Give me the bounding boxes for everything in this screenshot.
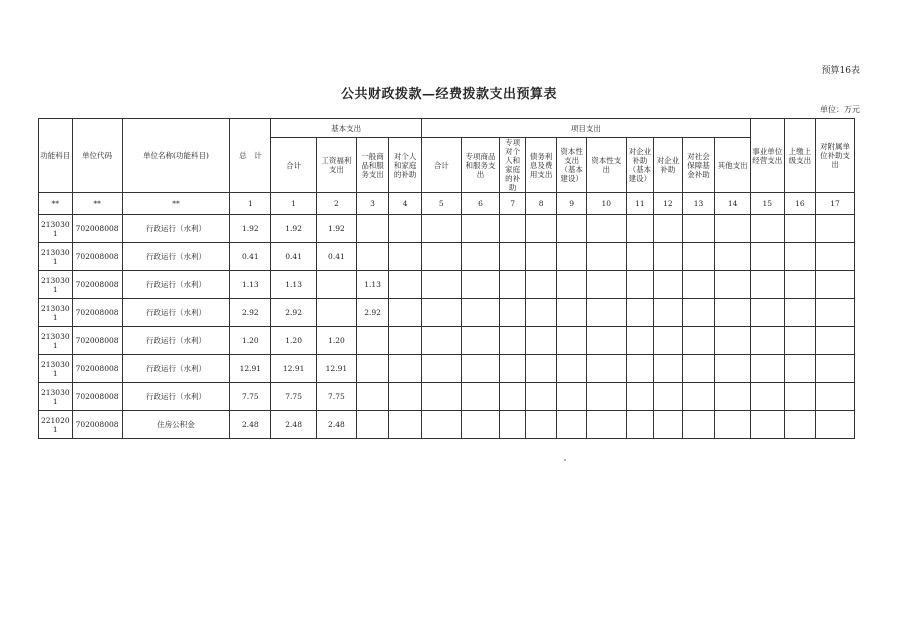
empty-cell bbox=[525, 299, 557, 327]
empty-cell bbox=[421, 383, 461, 411]
empty-cell bbox=[525, 383, 557, 411]
empty-cell bbox=[500, 355, 525, 383]
header-unit-code: 单位代码 bbox=[72, 119, 122, 193]
index-cell: 1 bbox=[230, 193, 271, 215]
empty-cell bbox=[461, 327, 500, 355]
header-project-1: 合计 bbox=[421, 138, 461, 193]
header-tail-3: 对附属单位补助支出 bbox=[816, 119, 855, 193]
empty-cell bbox=[750, 355, 784, 383]
empty-cell bbox=[586, 243, 626, 271]
personal-subsidy-cell bbox=[389, 327, 422, 355]
empty-cell bbox=[682, 327, 715, 355]
empty-cell bbox=[500, 243, 525, 271]
unit-code-cell: 702008008 bbox=[72, 299, 122, 327]
header-tail-1: 事业单位经营支出 bbox=[750, 119, 784, 193]
empty-cell bbox=[557, 243, 587, 271]
wages-cell bbox=[317, 271, 357, 299]
wages-cell: 2.48 bbox=[317, 411, 357, 439]
goods-services-cell bbox=[356, 355, 389, 383]
unit-code-cell: 702008008 bbox=[72, 383, 122, 411]
table-row bbox=[39, 271, 855, 299]
personal-subsidy-cell bbox=[389, 383, 422, 411]
unit-code-cell: 702008008 bbox=[72, 355, 122, 383]
index-cell: 6 bbox=[461, 193, 500, 215]
empty-cell bbox=[461, 383, 500, 411]
empty-cell bbox=[750, 271, 784, 299]
empty-cell bbox=[750, 243, 784, 271]
empty-cell bbox=[750, 383, 784, 411]
empty-cell bbox=[816, 299, 855, 327]
table-row bbox=[39, 411, 855, 439]
unit-label: 单位：万元 bbox=[820, 105, 860, 114]
personal-subsidy-cell bbox=[389, 243, 422, 271]
empty-cell bbox=[816, 215, 855, 243]
index-cell: 10 bbox=[586, 193, 626, 215]
empty-cell bbox=[500, 327, 525, 355]
table-row bbox=[39, 215, 855, 243]
empty-cell bbox=[816, 383, 855, 411]
empty-cell bbox=[586, 383, 626, 411]
total-cell: 0.41 bbox=[230, 243, 271, 271]
personal-subsidy-cell bbox=[389, 355, 422, 383]
index-row bbox=[39, 193, 855, 215]
empty-cell bbox=[654, 271, 683, 299]
empty-cell bbox=[500, 299, 525, 327]
header-unit-name: 单位名称(功能科目) bbox=[122, 119, 230, 193]
goods-services-cell bbox=[356, 411, 389, 439]
header-basic-4: 对个人和家庭的补助 bbox=[389, 138, 422, 193]
empty-cell bbox=[784, 383, 816, 411]
unit-name-cell: 行政运行（水利） bbox=[122, 383, 230, 411]
total-cell: 1.92 bbox=[230, 215, 271, 243]
total-cell: 2.92 bbox=[230, 299, 271, 327]
empty-cell bbox=[557, 411, 587, 439]
empty-cell bbox=[816, 355, 855, 383]
total-cell: 1.20 bbox=[230, 327, 271, 355]
empty-cell bbox=[816, 271, 855, 299]
index-cell: 7 bbox=[500, 193, 525, 215]
func-subject-cell: 2130301 bbox=[39, 215, 73, 243]
func-subject-cell: 2130301 bbox=[39, 299, 73, 327]
empty-cell bbox=[784, 271, 816, 299]
empty-cell bbox=[715, 383, 751, 411]
empty-cell bbox=[682, 271, 715, 299]
index-cell: ** bbox=[122, 193, 230, 215]
total-cell: 2.48 bbox=[230, 411, 271, 439]
unit-code-cell: 702008008 bbox=[72, 215, 122, 243]
header-basic-1: 合计 bbox=[271, 138, 317, 193]
func-subject-cell: 2130301 bbox=[39, 243, 73, 271]
func-subject-cell: 2130301 bbox=[39, 383, 73, 411]
empty-cell bbox=[784, 327, 816, 355]
empty-cell bbox=[682, 411, 715, 439]
basic-total-cell: 2.48 bbox=[271, 411, 317, 439]
empty-cell bbox=[715, 327, 751, 355]
empty-cell bbox=[421, 299, 461, 327]
unit-name-cell: 行政运行（水利） bbox=[122, 299, 230, 327]
empty-cell bbox=[461, 271, 500, 299]
empty-cell bbox=[586, 327, 626, 355]
empty-cell bbox=[421, 355, 461, 383]
empty-cell bbox=[421, 243, 461, 271]
empty-cell bbox=[816, 411, 855, 439]
empty-cell bbox=[654, 411, 683, 439]
table-row bbox=[39, 299, 855, 327]
header-project-2: 专项商品和服务支出 bbox=[461, 138, 500, 193]
basic-total-cell: 12.91 bbox=[271, 355, 317, 383]
empty-cell bbox=[461, 215, 500, 243]
wages-cell: 12.91 bbox=[317, 355, 357, 383]
index-cell: 3 bbox=[356, 193, 389, 215]
empty-cell bbox=[715, 299, 751, 327]
wages-cell: 7.75 bbox=[317, 383, 357, 411]
unit-code-cell: 702008008 bbox=[72, 271, 122, 299]
func-subject-cell: 2130301 bbox=[39, 271, 73, 299]
index-cell: 13 bbox=[682, 193, 715, 215]
empty-cell bbox=[626, 243, 654, 271]
empty-cell bbox=[682, 355, 715, 383]
basic-total-cell: 0.41 bbox=[271, 243, 317, 271]
index-cell: 16 bbox=[784, 193, 816, 215]
empty-cell bbox=[682, 299, 715, 327]
personal-subsidy-cell bbox=[389, 411, 422, 439]
index-cell: 1 bbox=[271, 193, 317, 215]
table-row bbox=[39, 355, 855, 383]
empty-cell bbox=[626, 299, 654, 327]
empty-cell bbox=[654, 243, 683, 271]
empty-cell bbox=[750, 215, 784, 243]
empty-cell bbox=[557, 355, 587, 383]
table-row bbox=[39, 383, 855, 411]
empty-cell bbox=[421, 215, 461, 243]
wages-cell: 0.41 bbox=[317, 243, 357, 271]
header-tail-2: 上缴上级支出 bbox=[784, 119, 816, 193]
empty-cell bbox=[586, 299, 626, 327]
empty-cell bbox=[626, 215, 654, 243]
empty-cell bbox=[586, 411, 626, 439]
empty-cell bbox=[715, 355, 751, 383]
total-cell: 1.13 bbox=[230, 271, 271, 299]
header-project-9: 对社会保障基金补助 bbox=[682, 138, 715, 193]
scan-speck bbox=[564, 459, 566, 461]
header-project-7: 对企业补助（基本建设） bbox=[626, 138, 654, 193]
table-row bbox=[39, 327, 855, 355]
table-row bbox=[39, 243, 855, 271]
personal-subsidy-cell bbox=[389, 299, 422, 327]
header-project-6: 资本性支出 bbox=[586, 138, 626, 193]
empty-cell bbox=[654, 383, 683, 411]
goods-services-cell bbox=[356, 383, 389, 411]
header-project-3: 专项对个人和家庭的补助 bbox=[500, 138, 525, 193]
empty-cell bbox=[557, 299, 587, 327]
goods-services-cell bbox=[356, 243, 389, 271]
unit-name-cell: 行政运行（水利） bbox=[122, 355, 230, 383]
personal-subsidy-cell bbox=[389, 215, 422, 243]
index-cell: 17 bbox=[816, 193, 855, 215]
empty-cell bbox=[461, 411, 500, 439]
empty-cell bbox=[715, 271, 751, 299]
empty-cell bbox=[626, 355, 654, 383]
empty-cell bbox=[586, 215, 626, 243]
header-basic-3: 一般商品和服务支出 bbox=[356, 138, 389, 193]
unit-name-cell: 住房公积金 bbox=[122, 411, 230, 439]
header-project-5: 资本性支出（基本建设） bbox=[557, 138, 587, 193]
unit-name-cell: 行政运行（水利） bbox=[122, 243, 230, 271]
header-total: 总 计 bbox=[230, 119, 271, 193]
unit-code-cell: 702008008 bbox=[72, 411, 122, 439]
basic-total-cell: 2.92 bbox=[271, 299, 317, 327]
func-subject-cell: 2130301 bbox=[39, 355, 73, 383]
empty-cell bbox=[750, 411, 784, 439]
header-basic-2: 工资福利支出 bbox=[317, 138, 357, 193]
header-project-group: 项目支出 bbox=[421, 119, 750, 138]
empty-cell bbox=[586, 271, 626, 299]
empty-cell bbox=[784, 299, 816, 327]
func-subject-cell: 2210201 bbox=[39, 411, 73, 439]
index-cell: 14 bbox=[715, 193, 751, 215]
index-cell: 5 bbox=[421, 193, 461, 215]
index-cell: 2 bbox=[317, 193, 357, 215]
personal-subsidy-cell bbox=[389, 271, 422, 299]
empty-cell bbox=[461, 355, 500, 383]
index-cell: 9 bbox=[557, 193, 587, 215]
empty-cell bbox=[715, 243, 751, 271]
empty-cell bbox=[500, 215, 525, 243]
basic-total-cell: 1.13 bbox=[271, 271, 317, 299]
empty-cell bbox=[750, 327, 784, 355]
document-title: 公共财政拨款—经费拨款支出预算表 bbox=[340, 87, 557, 102]
empty-cell bbox=[421, 327, 461, 355]
empty-cell bbox=[715, 215, 751, 243]
form-code: 预算16表 bbox=[821, 66, 860, 76]
empty-cell bbox=[750, 299, 784, 327]
index-cell: 15 bbox=[750, 193, 784, 215]
wages-cell: 1.20 bbox=[317, 327, 357, 355]
empty-cell bbox=[461, 299, 500, 327]
empty-cell bbox=[626, 327, 654, 355]
empty-cell bbox=[626, 271, 654, 299]
empty-cell bbox=[816, 327, 855, 355]
basic-total-cell: 1.92 bbox=[271, 215, 317, 243]
unit-name-cell: 行政运行（水利） bbox=[122, 215, 230, 243]
empty-cell bbox=[525, 411, 557, 439]
empty-cell bbox=[682, 243, 715, 271]
empty-cell bbox=[525, 355, 557, 383]
empty-cell bbox=[525, 271, 557, 299]
empty-cell bbox=[421, 271, 461, 299]
empty-cell bbox=[784, 411, 816, 439]
empty-cell bbox=[654, 355, 683, 383]
empty-cell bbox=[525, 215, 557, 243]
empty-cell bbox=[654, 215, 683, 243]
empty-cell bbox=[525, 243, 557, 271]
empty-cell bbox=[557, 215, 587, 243]
basic-total-cell: 1.20 bbox=[271, 327, 317, 355]
unit-name-cell: 行政运行（水利） bbox=[122, 327, 230, 355]
total-cell: 7.75 bbox=[230, 383, 271, 411]
unit-name-cell: 行政运行（水利） bbox=[122, 271, 230, 299]
empty-cell bbox=[715, 411, 751, 439]
empty-cell bbox=[557, 271, 587, 299]
header-func-subject: 功能科目 bbox=[39, 119, 73, 193]
goods-services-cell bbox=[356, 327, 389, 355]
header-project-8: 对企业补助 bbox=[654, 138, 683, 193]
empty-cell bbox=[421, 411, 461, 439]
index-cell: ** bbox=[72, 193, 122, 215]
empty-cell bbox=[784, 355, 816, 383]
header-project-10: 其他支出 bbox=[715, 138, 751, 193]
header-project-4: 债务利息及费用支出 bbox=[525, 138, 557, 193]
empty-cell bbox=[682, 383, 715, 411]
empty-cell bbox=[461, 243, 500, 271]
empty-cell bbox=[525, 327, 557, 355]
empty-cell bbox=[626, 383, 654, 411]
header-basic-group: 基本支出 bbox=[271, 119, 422, 138]
empty-cell bbox=[816, 243, 855, 271]
empty-cell bbox=[654, 299, 683, 327]
index-cell: ** bbox=[39, 193, 73, 215]
func-subject-cell: 2130301 bbox=[39, 327, 73, 355]
empty-cell bbox=[557, 383, 587, 411]
empty-cell bbox=[784, 243, 816, 271]
unit-code-cell: 702008008 bbox=[72, 243, 122, 271]
index-cell: 12 bbox=[654, 193, 683, 215]
goods-services-cell bbox=[356, 215, 389, 243]
index-cell: 8 bbox=[525, 193, 557, 215]
total-cell: 12.91 bbox=[230, 355, 271, 383]
unit-code-cell: 702008008 bbox=[72, 327, 122, 355]
empty-cell bbox=[682, 215, 715, 243]
empty-cell bbox=[654, 327, 683, 355]
index-cell: 11 bbox=[626, 193, 654, 215]
goods-services-cell: 1.13 bbox=[356, 271, 389, 299]
empty-cell bbox=[557, 327, 587, 355]
wages-cell: 1.92 bbox=[317, 215, 357, 243]
empty-cell bbox=[500, 411, 525, 439]
empty-cell bbox=[626, 411, 654, 439]
wages-cell bbox=[317, 299, 357, 327]
basic-total-cell: 7.75 bbox=[271, 383, 317, 411]
goods-services-cell: 2.92 bbox=[356, 299, 389, 327]
empty-cell bbox=[500, 383, 525, 411]
empty-cell bbox=[500, 271, 525, 299]
index-cell: 4 bbox=[389, 193, 422, 215]
empty-cell bbox=[586, 355, 626, 383]
empty-cell bbox=[784, 215, 816, 243]
budget-table bbox=[38, 118, 855, 439]
